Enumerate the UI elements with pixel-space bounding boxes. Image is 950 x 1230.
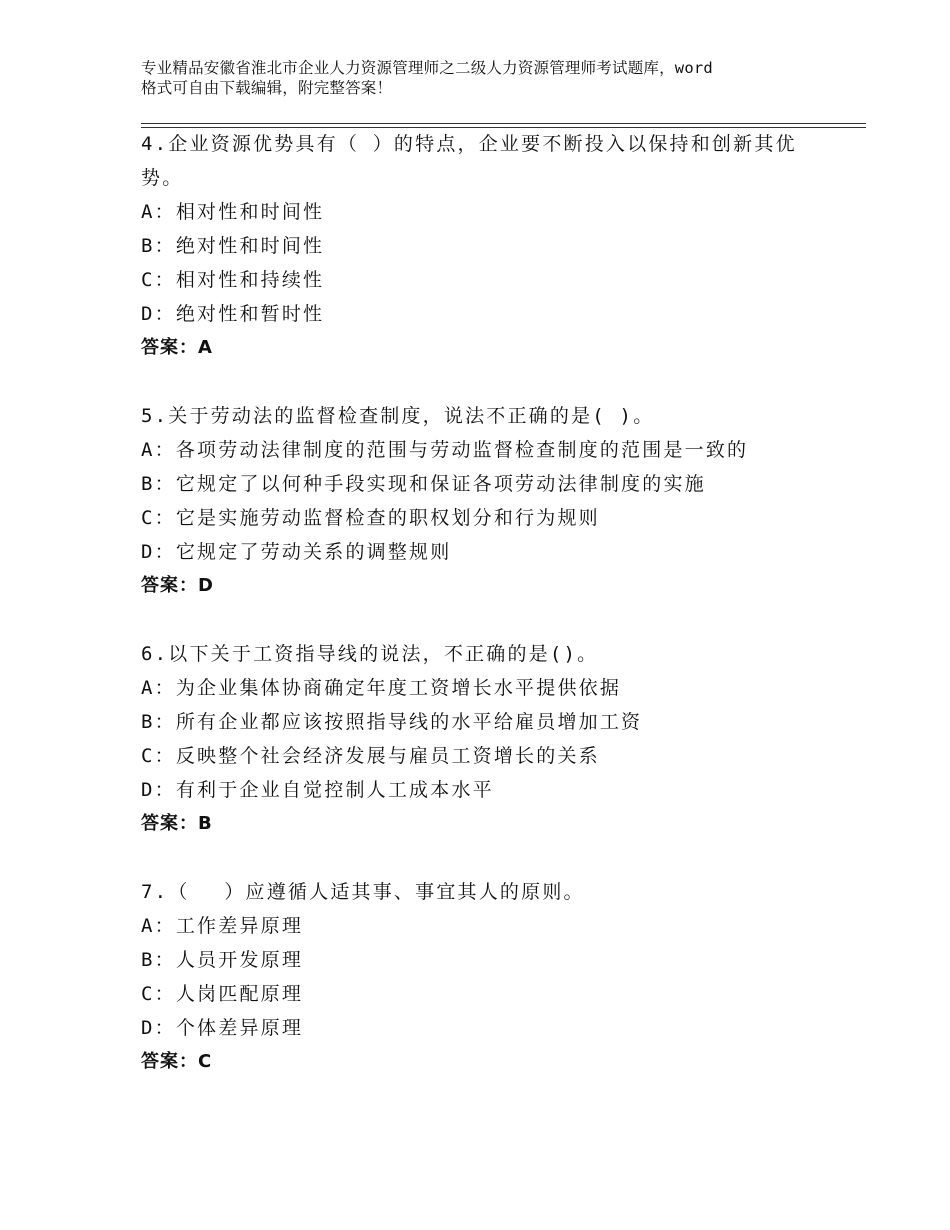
question-6 bbox=[141, 637, 861, 841]
option-b: B：所有企业都应该按照指导线的水平给雇员增加工资 bbox=[141, 711, 643, 733]
option-d: D：个体差异原理 bbox=[141, 1017, 304, 1039]
option-c: C：它是实施劳动监督检查的职权划分和行为规则 bbox=[141, 507, 600, 529]
question-stem: 5.关于劳动法的监督检查制度，说法不正确的是( )。 bbox=[141, 405, 655, 427]
question-4 bbox=[141, 127, 861, 365]
option-c: C：反映整个社会经济发展与雇员工资增长的关系 bbox=[141, 745, 600, 767]
option-d: D：绝对性和暂时性 bbox=[141, 303, 325, 325]
option-b: B：绝对性和时间性 bbox=[141, 235, 325, 257]
option-a: A：相对性和时间性 bbox=[141, 201, 325, 223]
option-d: D：有利于企业自觉控制人工成本水平 bbox=[141, 779, 494, 801]
question-stem: 6.以下关于工资指导线的说法，不正确的是()。 bbox=[141, 643, 599, 665]
answer-label: 答案：A bbox=[141, 337, 213, 358]
option-c: C：人岗匹配原理 bbox=[141, 983, 304, 1005]
option-a: A：为企业集体协商确定年度工资增长水平提供依据 bbox=[141, 677, 622, 699]
option-b: B：人员开发原理 bbox=[141, 949, 304, 971]
question-7 bbox=[141, 875, 861, 1079]
answer-label: 答案：D bbox=[141, 575, 214, 596]
answer-label: 答案：C bbox=[141, 1051, 213, 1072]
answer-label: 答案：B bbox=[141, 813, 213, 834]
question-stem: 7.（ ）应遵循人适其事、事宜其人的原则。 bbox=[141, 881, 585, 903]
question-stem: 4.企业资源优势具有（ ）的特点，企业要不断投入以保持和创新其优势。 bbox=[141, 133, 797, 189]
question-list bbox=[141, 127, 861, 1113]
option-d: D：它规定了劳动关系的调整规则 bbox=[141, 541, 452, 563]
header-divider-top bbox=[141, 123, 866, 124]
question-5 bbox=[141, 399, 861, 603]
option-c: C：相对性和持续性 bbox=[141, 269, 325, 291]
option-a: A：各项劳动法律制度的范围与劳动监督检查制度的范围是一致的 bbox=[141, 439, 749, 461]
header-line-1: 专业精品安徽省淮北市企业人力资源管理师之二级人力资源管理师考试题库，word bbox=[141, 59, 713, 77]
option-a: A：工作差异原理 bbox=[141, 915, 304, 937]
document-header bbox=[141, 58, 841, 98]
header-line-2: 格式可自由下载编辑，附完整答案！ bbox=[141, 79, 393, 97]
option-b: B：它规定了以何种手段实现和保证各项劳动法律制度的实施 bbox=[141, 473, 706, 495]
